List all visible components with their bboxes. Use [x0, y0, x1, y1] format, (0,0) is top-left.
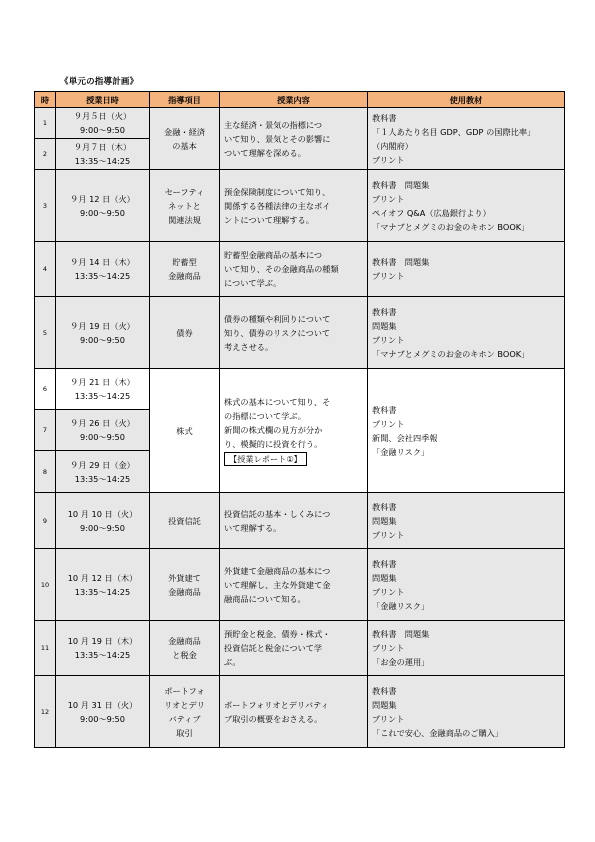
- lesson-item: 債券: [150, 297, 220, 369]
- lesson-item: 外貨建て 金融商品: [150, 549, 220, 621]
- table-row: [35, 297, 565, 369]
- lesson-item: ポートフォ リオとデリ バティブ 取引: [150, 676, 220, 748]
- table-row: [35, 549, 565, 621]
- lesson-date: 10 月 19 日（木） 13:35～14:25: [56, 621, 150, 676]
- lesson-content: 預金保険制度について知り、 関係する各種法律の主なポイ ントについて理解する。: [220, 170, 368, 242]
- lesson-date: ９月 29 日（金） 13:35～14:25: [56, 451, 150, 493]
- lesson-plan-table: [34, 91, 565, 748]
- period-number: 12: [35, 676, 56, 748]
- lesson-item: 投資信託: [150, 493, 220, 549]
- lesson-content-text: 株式の基本について知り、そ の指標について学ぶ。 新聞の株式欄の見方が分か り、模擬的に投資を行う。: [224, 397, 331, 449]
- header-item: 指導項目: [150, 92, 220, 108]
- lesson-material: 教科書 問題集 プリント: [368, 242, 565, 297]
- lesson-content: 投資信託の基本・しくみにつ いて理解する。: [220, 493, 368, 549]
- lesson-date: ９月５日（火） 9:00～9:50: [56, 108, 150, 139]
- lesson-date: ９月 14 日（木） 13:35～14:25: [56, 242, 150, 297]
- period-number: 3: [35, 170, 56, 242]
- lesson-item: 金融商品 と税金: [150, 621, 220, 676]
- period-number: 8: [35, 451, 56, 493]
- lesson-material: 教科書 「１人あたり名目 GDP、GDP の国際比率」 （内閣府） プリント: [368, 108, 565, 170]
- period-number: 2: [35, 139, 56, 170]
- lesson-item: セーフティ ネットと 関連法規: [150, 170, 220, 242]
- table-row: [35, 493, 565, 549]
- period-number: 11: [35, 621, 56, 676]
- lesson-material: 教科書 問題集 プリント: [368, 493, 565, 549]
- lesson-date: 10 月 31 日（火） 9:00～9:50: [56, 676, 150, 748]
- lesson-date: ９月 21 日（木） 13:35～14:25: [56, 369, 150, 410]
- table-header-row: [35, 92, 565, 108]
- table-row: [35, 621, 565, 676]
- lesson-date: ９月 12 日（火） 9:00～9:50: [56, 170, 150, 242]
- period-number: 5: [35, 297, 56, 369]
- header-content: 授業内容: [220, 92, 368, 108]
- header-material: 使用教材: [368, 92, 565, 108]
- lesson-date: ９月７日（木） 13:35～14:25: [56, 139, 150, 170]
- table-row: [35, 369, 565, 410]
- lesson-content: ポートフォリオとデリバティ ブ取引の概要をおさえる。: [220, 676, 368, 748]
- lesson-content: [220, 369, 368, 493]
- period-number: 6: [35, 369, 56, 410]
- lesson-material: 教科書 問題集 プリント ペイオフ Q&A（広島銀行より） 「マナブとメグミのお金のキホン BOOK」: [368, 170, 565, 242]
- lesson-item: 金融・経済 の基本: [150, 108, 220, 170]
- lesson-item: 株式: [150, 369, 220, 493]
- lesson-date: 10 月 10 日（火） 9:00～9:50: [56, 493, 150, 549]
- table-row: [35, 676, 565, 748]
- report-label: 【授業レポート①】: [224, 452, 307, 466]
- lesson-content: 外貨建て金融商品の基本につ いて理解し、主な外貨建て金 融商品について知る。: [220, 549, 368, 621]
- period-number: 9: [35, 493, 56, 549]
- table-row: [35, 108, 565, 139]
- period-number: 4: [35, 242, 56, 297]
- header-date: 授業日時: [56, 92, 150, 108]
- lesson-material: 教科書 問題集 プリント 「これで安心、金融商品のご購入」: [368, 676, 565, 748]
- period-number: 7: [35, 410, 56, 451]
- lesson-material: 教科書 問題集 プリント 「お金の運用」: [368, 621, 565, 676]
- period-number: 10: [35, 549, 56, 621]
- lesson-material: 教科書 問題集 プリント 「マナブとメグミのお金のキホン BOOK」: [368, 297, 565, 369]
- lesson-date: 10 月 12 日（木） 13:35～14:25: [56, 549, 150, 621]
- lesson-material: 教科書 プリント 新聞、会社四季報 「金融リスク」: [368, 369, 565, 493]
- table-row: [35, 242, 565, 297]
- table-row: [35, 170, 565, 242]
- lesson-content: 預貯金と税金、債券・株式・ 投資信託と税金について学 ぶ。: [220, 621, 368, 676]
- header-period: 時: [35, 92, 56, 108]
- page-title: 《単元の指導計画》: [60, 77, 139, 87]
- lesson-date: ９月 26 日（火） 9:00～9:50: [56, 410, 150, 451]
- lesson-item: 貯蓄型 金融商品: [150, 242, 220, 297]
- lesson-content: 貯蓄型金融商品の基本につ いて知り、その金融商品の種類 について学ぶ。: [220, 242, 368, 297]
- period-number: 1: [35, 108, 56, 139]
- lesson-content: 債券の種類や利回りについて 知り、債券のリスクについて 考えさせる。: [220, 297, 368, 369]
- lesson-content: 主な経済・景気の指標につ いて知り、景気とその影響に ついて理解を深める。: [220, 108, 368, 170]
- lesson-date: ９月 19 日（火） 9:00～9:50: [56, 297, 150, 369]
- lesson-material: 教科書 問題集 プリント 「金融リスク」: [368, 549, 565, 621]
